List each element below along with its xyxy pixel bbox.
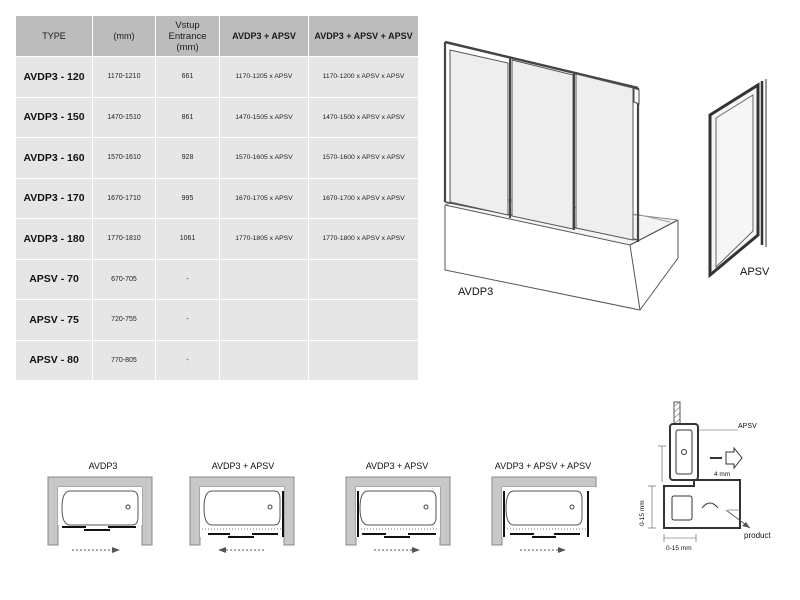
table-row [16,300,419,341]
value-cell: - [156,259,220,300]
value-cell: 1470-1510 [93,97,156,138]
svg-text:AVDP3 + APSV: AVDP3 + APSV [365,461,429,471]
header-entrance: Vstup Entrance (mm) [156,16,220,57]
table-row [16,57,419,98]
value-cell: - [156,300,220,341]
value-cell [309,340,419,381]
value-cell: 928 [156,138,220,179]
table-row [16,219,419,260]
value-cell: 1670-1700 x APSV x APSV [309,178,419,219]
plan-avdp3-apsv-apsv [492,461,596,553]
value-cell: 1570-1600 x APSV x APSV [309,138,419,179]
value-cell: 1170-1200 x APSV x APSV [309,57,419,98]
value-cell: - [156,340,220,381]
value-cell [220,259,309,300]
apsv-illustration [700,75,790,285]
value-cell: 1770-1810 [93,219,156,260]
plan-avdp3 [48,461,152,553]
header-type: TYPE [16,16,93,57]
plan-views [40,455,600,565]
header-avdp3-apsv-apsv: AVDP3 + APSV + APSV [309,16,419,57]
detail-vertical-range: 0-15 mm [639,500,646,526]
detail-apsv-label: APSV [738,423,757,430]
value-cell: 1670-1710 [93,178,156,219]
header-mm: (mm) [93,16,156,57]
apsv-label: APSV [740,266,770,278]
value-cell: 1570-1610 [93,138,156,179]
header-avdp3-apsv: AVDP3 + APSV [220,16,309,57]
value-cell: 720-755 [93,300,156,341]
table-row [16,178,419,219]
value-cell: 1570-1605 x APSV [220,138,309,179]
value-cell [220,340,309,381]
profile-detail [630,400,795,560]
value-cell: 1061 [156,219,220,260]
type-cell: AVDP3 - 160 [16,138,93,179]
table-row [16,97,419,138]
value-cell: 661 [156,57,220,98]
value-cell: 1770-1800 x APSV x APSV [309,219,419,260]
table-row [16,340,419,381]
value-cell: 1170-1210 [93,57,156,98]
svg-text:AVDP3: AVDP3 [88,461,118,471]
value-cell: 995 [156,178,220,219]
type-cell: APSV - 75 [16,300,93,341]
detail-gap-label: 4 mm [714,471,731,478]
avdp3-illustration [430,30,690,320]
type-cell: AVDP3 - 180 [16,219,93,260]
plan-avdp3-apsv-2 [346,461,450,553]
svg-text:AVDP3 + APSV + APSV: AVDP3 + APSV + APSV [494,461,592,471]
dimension-table [15,15,419,381]
table-row [16,138,419,179]
type-cell: AVDP3 - 170 [16,178,93,219]
value-cell: 770-805 [93,340,156,381]
value-cell: 1170-1205 x APSV [220,57,309,98]
detail-horizontal-range: 0-15 mm [666,545,692,552]
detail-product-label: product [744,531,771,540]
value-cell [309,300,419,341]
value-cell: 1470-1505 x APSV [220,97,309,138]
svg-text:AVDP3 + APSV: AVDP3 + APSV [211,461,275,471]
table-row [16,259,419,300]
plan-avdp3-apsv-1 [190,461,294,553]
value-cell: 670-705 [93,259,156,300]
value-cell [309,259,419,300]
value-cell: 1770-1805 x APSV [220,219,309,260]
type-cell: AVDP3 - 150 [16,97,93,138]
type-cell: APSV - 80 [16,340,93,381]
value-cell: 1670-1705 x APSV [220,178,309,219]
value-cell: 861 [156,97,220,138]
avdp3-label: AVDP3 [458,286,494,298]
type-cell: AVDP3 - 120 [16,57,93,98]
table-header-row [16,16,419,57]
value-cell: 1470-1500 x APSV x APSV [309,97,419,138]
value-cell [220,300,309,341]
type-cell: APSV - 70 [16,259,93,300]
